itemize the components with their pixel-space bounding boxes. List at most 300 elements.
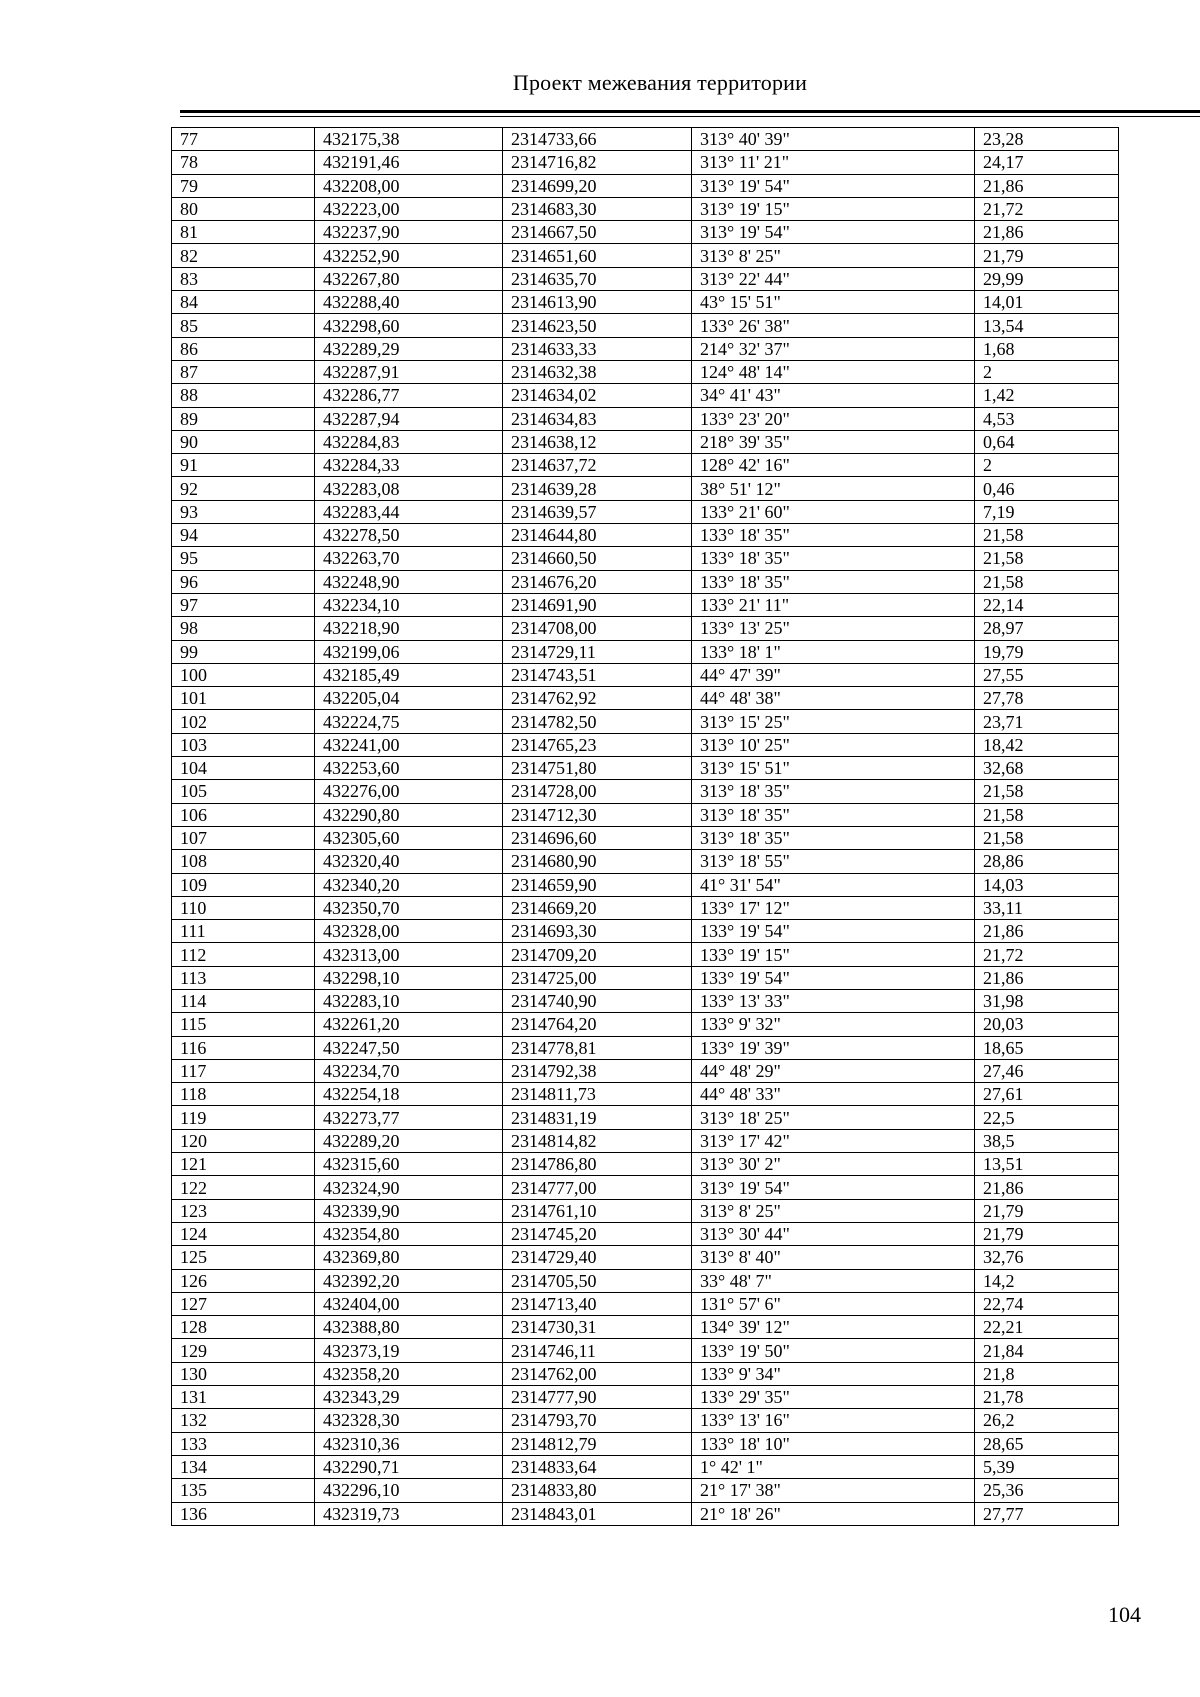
point-number-cell: 82 xyxy=(172,244,315,267)
x-coordinate-cell: 432267,80 xyxy=(315,267,503,290)
direction-angle-cell: 133° 13' 33" xyxy=(692,989,975,1012)
y-coordinate-cell: 2314761,10 xyxy=(503,1199,692,1222)
point-number-cell: 115 xyxy=(172,1013,315,1036)
table-row xyxy=(172,547,1119,570)
distance-cell: 22,14 xyxy=(975,593,1119,616)
page-title: Проект межевания территории xyxy=(512,70,808,95)
distance-cell: 1,68 xyxy=(975,337,1119,360)
point-number-cell: 95 xyxy=(172,547,315,570)
y-coordinate-cell: 2314639,57 xyxy=(503,500,692,523)
direction-angle-cell: 133° 13' 16" xyxy=(692,1409,975,1432)
x-coordinate-cell: 432208,00 xyxy=(315,174,503,197)
direction-angle-cell: 133° 18' 10" xyxy=(692,1432,975,1455)
direction-angle-cell: 124° 48' 14" xyxy=(692,360,975,383)
x-coordinate-cell: 432287,91 xyxy=(315,360,503,383)
distance-cell: 20,03 xyxy=(975,1013,1119,1036)
direction-angle-cell: 313° 8' 40" xyxy=(692,1246,975,1269)
coordinates-table-body xyxy=(172,128,1119,1526)
x-coordinate-cell: 432369,80 xyxy=(315,1246,503,1269)
x-coordinate-cell: 432278,50 xyxy=(315,524,503,547)
y-coordinate-cell: 2314725,00 xyxy=(503,966,692,989)
distance-cell: 21,86 xyxy=(975,920,1119,943)
direction-angle-cell: 313° 18' 25" xyxy=(692,1106,975,1129)
table-row xyxy=(172,1083,1119,1106)
table-row xyxy=(172,197,1119,220)
direction-angle-cell: 313° 19' 54" xyxy=(692,1176,975,1199)
table-row xyxy=(172,1386,1119,1409)
table-row xyxy=(172,617,1119,640)
direction-angle-cell: 133° 19' 15" xyxy=(692,943,975,966)
direction-angle-cell: 313° 8' 25" xyxy=(692,1199,975,1222)
point-number-cell: 96 xyxy=(172,570,315,593)
x-coordinate-cell: 432284,83 xyxy=(315,430,503,453)
distance-cell: 27,77 xyxy=(975,1502,1119,1525)
x-coordinate-cell: 432199,06 xyxy=(315,640,503,663)
y-coordinate-cell: 2314831,19 xyxy=(503,1106,692,1129)
table-row xyxy=(172,850,1119,873)
table-row xyxy=(172,267,1119,290)
y-coordinate-cell: 2314613,90 xyxy=(503,291,692,314)
x-coordinate-cell: 432350,70 xyxy=(315,896,503,919)
table-row xyxy=(172,1246,1119,1269)
y-coordinate-cell: 2314683,30 xyxy=(503,197,692,220)
y-coordinate-cell: 2314691,90 xyxy=(503,593,692,616)
direction-angle-cell: 313° 22' 44" xyxy=(692,267,975,290)
point-number-cell: 79 xyxy=(172,174,315,197)
table-row xyxy=(172,1153,1119,1176)
distance-cell: 21,79 xyxy=(975,1222,1119,1245)
x-coordinate-cell: 432287,94 xyxy=(315,407,503,430)
direction-angle-cell: 133° 9' 32" xyxy=(692,1013,975,1036)
table-row xyxy=(172,360,1119,383)
table-row xyxy=(172,1129,1119,1152)
x-coordinate-cell: 432290,71 xyxy=(315,1455,503,1478)
x-coordinate-cell: 432358,20 xyxy=(315,1362,503,1385)
distance-cell: 27,61 xyxy=(975,1083,1119,1106)
x-coordinate-cell: 432253,60 xyxy=(315,757,503,780)
y-coordinate-cell: 2314712,30 xyxy=(503,803,692,826)
direction-angle-cell: 133° 13' 25" xyxy=(692,617,975,640)
x-coordinate-cell: 432241,00 xyxy=(315,733,503,756)
y-coordinate-cell: 2314812,79 xyxy=(503,1432,692,1455)
x-coordinate-cell: 432205,04 xyxy=(315,687,503,710)
distance-cell: 21,58 xyxy=(975,780,1119,803)
y-coordinate-cell: 2314669,20 xyxy=(503,896,692,919)
y-coordinate-cell: 2314639,28 xyxy=(503,477,692,500)
point-number-cell: 127 xyxy=(172,1292,315,1315)
distance-cell: 13,51 xyxy=(975,1153,1119,1176)
y-coordinate-cell: 2314660,50 xyxy=(503,547,692,570)
y-coordinate-cell: 2314644,80 xyxy=(503,524,692,547)
table-row xyxy=(172,873,1119,896)
table-row xyxy=(172,151,1119,174)
x-coordinate-cell: 432328,00 xyxy=(315,920,503,943)
distance-cell: 25,36 xyxy=(975,1479,1119,1502)
point-number-cell: 101 xyxy=(172,687,315,710)
direction-angle-cell: 313° 19' 15" xyxy=(692,197,975,220)
point-number-cell: 135 xyxy=(172,1479,315,1502)
y-coordinate-cell: 2314716,82 xyxy=(503,151,692,174)
distance-cell: 38,5 xyxy=(975,1129,1119,1152)
point-number-cell: 110 xyxy=(172,896,315,919)
direction-angle-cell: 218° 39' 35" xyxy=(692,430,975,453)
x-coordinate-cell: 432223,00 xyxy=(315,197,503,220)
table-row xyxy=(172,687,1119,710)
direction-angle-cell: 21° 17' 38" xyxy=(692,1479,975,1502)
table-row xyxy=(172,593,1119,616)
distance-cell: 32,76 xyxy=(975,1246,1119,1269)
point-number-cell: 92 xyxy=(172,477,315,500)
point-number-cell: 98 xyxy=(172,617,315,640)
direction-angle-cell: 313° 15' 51" xyxy=(692,757,975,780)
distance-cell: 21,58 xyxy=(975,547,1119,570)
table-row xyxy=(172,128,1119,151)
table-row xyxy=(172,244,1119,267)
y-coordinate-cell: 2314623,50 xyxy=(503,314,692,337)
x-coordinate-cell: 432339,90 xyxy=(315,1199,503,1222)
distance-cell: 14,03 xyxy=(975,873,1119,896)
distance-cell: 19,79 xyxy=(975,640,1119,663)
point-number-cell: 97 xyxy=(172,593,315,616)
table-row xyxy=(172,966,1119,989)
point-number-cell: 83 xyxy=(172,267,315,290)
table-row xyxy=(172,1502,1119,1525)
x-coordinate-cell: 432234,70 xyxy=(315,1059,503,1082)
distance-cell: 18,42 xyxy=(975,733,1119,756)
direction-angle-cell: 313° 18' 35" xyxy=(692,826,975,849)
y-coordinate-cell: 2314638,12 xyxy=(503,430,692,453)
y-coordinate-cell: 2314792,38 xyxy=(503,1059,692,1082)
table-row xyxy=(172,1455,1119,1478)
point-number-cell: 122 xyxy=(172,1176,315,1199)
point-number-cell: 99 xyxy=(172,640,315,663)
y-coordinate-cell: 2314659,90 xyxy=(503,873,692,896)
direction-angle-cell: 313° 10' 25" xyxy=(692,733,975,756)
x-coordinate-cell: 432392,20 xyxy=(315,1269,503,1292)
x-coordinate-cell: 432404,00 xyxy=(315,1292,503,1315)
direction-angle-cell: 133° 19' 54" xyxy=(692,920,975,943)
distance-cell: 21,72 xyxy=(975,197,1119,220)
direction-angle-cell: 1° 42' 1" xyxy=(692,1455,975,1478)
point-number-cell: 136 xyxy=(172,1502,315,1525)
table-row xyxy=(172,757,1119,780)
distance-cell: 21,79 xyxy=(975,1199,1119,1222)
direction-angle-cell: 313° 30' 44" xyxy=(692,1222,975,1245)
y-coordinate-cell: 2314708,00 xyxy=(503,617,692,640)
point-number-cell: 123 xyxy=(172,1199,315,1222)
point-number-cell: 128 xyxy=(172,1316,315,1339)
table-row xyxy=(172,500,1119,523)
direction-angle-cell: 44° 48' 29" xyxy=(692,1059,975,1082)
point-number-cell: 102 xyxy=(172,710,315,733)
table-row xyxy=(172,989,1119,1012)
y-coordinate-cell: 2314729,40 xyxy=(503,1246,692,1269)
y-coordinate-cell: 2314833,80 xyxy=(503,1479,692,1502)
point-number-cell: 124 xyxy=(172,1222,315,1245)
x-coordinate-cell: 432175,38 xyxy=(315,128,503,151)
x-coordinate-cell: 432296,10 xyxy=(315,1479,503,1502)
point-number-cell: 107 xyxy=(172,826,315,849)
point-number-cell: 114 xyxy=(172,989,315,1012)
y-coordinate-cell: 2314730,31 xyxy=(503,1316,692,1339)
y-coordinate-cell: 2314786,80 xyxy=(503,1153,692,1176)
distance-cell: 7,19 xyxy=(975,500,1119,523)
y-coordinate-cell: 2314814,82 xyxy=(503,1129,692,1152)
direction-angle-cell: 214° 32' 37" xyxy=(692,337,975,360)
point-number-cell: 121 xyxy=(172,1153,315,1176)
table-row xyxy=(172,174,1119,197)
direction-angle-cell: 313° 18' 35" xyxy=(692,803,975,826)
table-row xyxy=(172,454,1119,477)
point-number-cell: 119 xyxy=(172,1106,315,1129)
direction-angle-cell: 44° 48' 33" xyxy=(692,1083,975,1106)
point-number-cell: 125 xyxy=(172,1246,315,1269)
x-coordinate-cell: 432218,90 xyxy=(315,617,503,640)
point-number-cell: 120 xyxy=(172,1129,315,1152)
direction-angle-cell: 313° 19' 54" xyxy=(692,174,975,197)
x-coordinate-cell: 432247,50 xyxy=(315,1036,503,1059)
x-coordinate-cell: 432283,44 xyxy=(315,500,503,523)
y-coordinate-cell: 2314728,00 xyxy=(503,780,692,803)
x-coordinate-cell: 432354,80 xyxy=(315,1222,503,1245)
y-coordinate-cell: 2314709,20 xyxy=(503,943,692,966)
x-coordinate-cell: 432324,90 xyxy=(315,1176,503,1199)
direction-angle-cell: 133° 29' 35" xyxy=(692,1386,975,1409)
point-number-cell: 104 xyxy=(172,757,315,780)
table-row xyxy=(172,920,1119,943)
table-row xyxy=(172,1269,1119,1292)
distance-cell: 31,98 xyxy=(975,989,1119,1012)
distance-cell: 0,46 xyxy=(975,477,1119,500)
y-coordinate-cell: 2314762,92 xyxy=(503,687,692,710)
distance-cell: 24,17 xyxy=(975,151,1119,174)
table-row xyxy=(172,710,1119,733)
y-coordinate-cell: 2314699,20 xyxy=(503,174,692,197)
distance-cell: 21,86 xyxy=(975,1176,1119,1199)
point-number-cell: 117 xyxy=(172,1059,315,1082)
table-row xyxy=(172,1479,1119,1502)
direction-angle-cell: 313° 30' 2" xyxy=(692,1153,975,1176)
y-coordinate-cell: 2314693,30 xyxy=(503,920,692,943)
x-coordinate-cell: 432283,10 xyxy=(315,989,503,1012)
point-number-cell: 80 xyxy=(172,197,315,220)
x-coordinate-cell: 432388,80 xyxy=(315,1316,503,1339)
x-coordinate-cell: 432283,08 xyxy=(315,477,503,500)
direction-angle-cell: 133° 21' 60" xyxy=(692,500,975,523)
distance-cell: 21,8 xyxy=(975,1362,1119,1385)
distance-cell: 32,68 xyxy=(975,757,1119,780)
table-row xyxy=(172,826,1119,849)
x-coordinate-cell: 432343,29 xyxy=(315,1386,503,1409)
point-number-cell: 129 xyxy=(172,1339,315,1362)
direction-angle-cell: 44° 47' 39" xyxy=(692,663,975,686)
x-coordinate-cell: 432284,33 xyxy=(315,454,503,477)
point-number-cell: 131 xyxy=(172,1386,315,1409)
page-number: 104 xyxy=(1108,1602,1141,1627)
y-coordinate-cell: 2314843,01 xyxy=(503,1502,692,1525)
y-coordinate-cell: 2314633,33 xyxy=(503,337,692,360)
distance-cell: 28,65 xyxy=(975,1432,1119,1455)
x-coordinate-cell: 432373,19 xyxy=(315,1339,503,1362)
x-coordinate-cell: 432288,40 xyxy=(315,291,503,314)
distance-cell: 23,71 xyxy=(975,710,1119,733)
x-coordinate-cell: 432185,49 xyxy=(315,663,503,686)
x-coordinate-cell: 432191,46 xyxy=(315,151,503,174)
x-coordinate-cell: 432305,60 xyxy=(315,826,503,849)
y-coordinate-cell: 2314634,83 xyxy=(503,407,692,430)
table-row xyxy=(172,384,1119,407)
distance-cell: 23,28 xyxy=(975,128,1119,151)
direction-angle-cell: 21° 18' 26" xyxy=(692,1502,975,1525)
distance-cell: 5,39 xyxy=(975,1455,1119,1478)
table-row xyxy=(172,1059,1119,1082)
point-number-cell: 90 xyxy=(172,430,315,453)
table-row xyxy=(172,1222,1119,1245)
table-row xyxy=(172,1036,1119,1059)
distance-cell: 27,46 xyxy=(975,1059,1119,1082)
point-number-cell: 118 xyxy=(172,1083,315,1106)
y-coordinate-cell: 2314651,60 xyxy=(503,244,692,267)
point-number-cell: 77 xyxy=(172,128,315,151)
point-number-cell: 78 xyxy=(172,151,315,174)
y-coordinate-cell: 2314778,81 xyxy=(503,1036,692,1059)
table-row xyxy=(172,1316,1119,1339)
direction-angle-cell: 133° 9' 34" xyxy=(692,1362,975,1385)
x-coordinate-cell: 432261,20 xyxy=(315,1013,503,1036)
x-coordinate-cell: 432224,75 xyxy=(315,710,503,733)
point-number-cell: 84 xyxy=(172,291,315,314)
y-coordinate-cell: 2314680,90 xyxy=(503,850,692,873)
direction-angle-cell: 133° 19' 50" xyxy=(692,1339,975,1362)
point-number-cell: 88 xyxy=(172,384,315,407)
x-coordinate-cell: 432298,60 xyxy=(315,314,503,337)
distance-cell: 22,5 xyxy=(975,1106,1119,1129)
x-coordinate-cell: 432313,00 xyxy=(315,943,503,966)
point-number-cell: 93 xyxy=(172,500,315,523)
direction-angle-cell: 128° 42' 16" xyxy=(692,454,975,477)
point-number-cell: 130 xyxy=(172,1362,315,1385)
x-coordinate-cell: 432237,90 xyxy=(315,221,503,244)
point-number-cell: 109 xyxy=(172,873,315,896)
distance-cell: 28,86 xyxy=(975,850,1119,873)
x-coordinate-cell: 432328,30 xyxy=(315,1409,503,1432)
table-row xyxy=(172,1432,1119,1455)
direction-angle-cell: 313° 18' 55" xyxy=(692,850,975,873)
table-row xyxy=(172,221,1119,244)
table-row xyxy=(172,1013,1119,1036)
distance-cell: 18,65 xyxy=(975,1036,1119,1059)
y-coordinate-cell: 2314777,90 xyxy=(503,1386,692,1409)
table-row xyxy=(172,640,1119,663)
table-row xyxy=(172,314,1119,337)
x-coordinate-cell: 432340,20 xyxy=(315,873,503,896)
distance-cell: 22,74 xyxy=(975,1292,1119,1315)
direction-angle-cell: 133° 18' 35" xyxy=(692,547,975,570)
direction-angle-cell: 313° 40' 39" xyxy=(692,128,975,151)
direction-angle-cell: 44° 48' 38" xyxy=(692,687,975,710)
y-coordinate-cell: 2314745,20 xyxy=(503,1222,692,1245)
y-coordinate-cell: 2314833,64 xyxy=(503,1455,692,1478)
point-number-cell: 81 xyxy=(172,221,315,244)
x-coordinate-cell: 432320,40 xyxy=(315,850,503,873)
distance-cell: 33,11 xyxy=(975,896,1119,919)
x-coordinate-cell: 432254,18 xyxy=(315,1083,503,1106)
distance-cell: 29,99 xyxy=(975,267,1119,290)
y-coordinate-cell: 2314667,50 xyxy=(503,221,692,244)
x-coordinate-cell: 432273,77 xyxy=(315,1106,503,1129)
distance-cell: 28,97 xyxy=(975,617,1119,640)
direction-angle-cell: 41° 31' 54" xyxy=(692,873,975,896)
table-row xyxy=(172,477,1119,500)
x-coordinate-cell: 432315,60 xyxy=(315,1153,503,1176)
table-row xyxy=(172,1176,1119,1199)
distance-cell: 21,86 xyxy=(975,221,1119,244)
y-coordinate-cell: 2314740,90 xyxy=(503,989,692,1012)
x-coordinate-cell: 432263,70 xyxy=(315,547,503,570)
y-coordinate-cell: 2314811,73 xyxy=(503,1083,692,1106)
y-coordinate-cell: 2314733,66 xyxy=(503,128,692,151)
y-coordinate-cell: 2314751,80 xyxy=(503,757,692,780)
table-row xyxy=(172,407,1119,430)
point-number-cell: 105 xyxy=(172,780,315,803)
y-coordinate-cell: 2314713,40 xyxy=(503,1292,692,1315)
y-coordinate-cell: 2314705,50 xyxy=(503,1269,692,1292)
distance-cell: 27,55 xyxy=(975,663,1119,686)
point-number-cell: 134 xyxy=(172,1455,315,1478)
direction-angle-cell: 34° 41' 43" xyxy=(692,384,975,407)
table-row xyxy=(172,291,1119,314)
y-coordinate-cell: 2314765,23 xyxy=(503,733,692,756)
distance-cell: 21,72 xyxy=(975,943,1119,966)
y-coordinate-cell: 2314762,00 xyxy=(503,1362,692,1385)
distance-cell: 0,64 xyxy=(975,430,1119,453)
x-coordinate-cell: 432319,73 xyxy=(315,1502,503,1525)
direction-angle-cell: 133° 23' 20" xyxy=(692,407,975,430)
direction-angle-cell: 38° 51' 12" xyxy=(692,477,975,500)
direction-angle-cell: 313° 8' 25" xyxy=(692,244,975,267)
point-number-cell: 87 xyxy=(172,360,315,383)
distance-cell: 21,79 xyxy=(975,244,1119,267)
distance-cell: 4,53 xyxy=(975,407,1119,430)
x-coordinate-cell: 432276,00 xyxy=(315,780,503,803)
header-rule-thick xyxy=(180,110,1200,113)
direction-angle-cell: 313° 15' 25" xyxy=(692,710,975,733)
distance-cell: 21,58 xyxy=(975,524,1119,547)
distance-cell: 21,86 xyxy=(975,966,1119,989)
x-coordinate-cell: 432289,29 xyxy=(315,337,503,360)
y-coordinate-cell: 2314729,11 xyxy=(503,640,692,663)
direction-angle-cell: 33° 48' 7" xyxy=(692,1269,975,1292)
table-row xyxy=(172,943,1119,966)
table-row xyxy=(172,896,1119,919)
table-row xyxy=(172,1106,1119,1129)
table-row xyxy=(172,524,1119,547)
y-coordinate-cell: 2314634,02 xyxy=(503,384,692,407)
direction-angle-cell: 133° 18' 35" xyxy=(692,524,975,547)
table-row xyxy=(172,1409,1119,1432)
direction-angle-cell: 133° 19' 39" xyxy=(692,1036,975,1059)
x-coordinate-cell: 432252,90 xyxy=(315,244,503,267)
point-number-cell: 91 xyxy=(172,454,315,477)
direction-angle-cell: 313° 11' 21" xyxy=(692,151,975,174)
coordinates-table xyxy=(171,127,1119,1526)
x-coordinate-cell: 432289,20 xyxy=(315,1129,503,1152)
point-number-cell: 94 xyxy=(172,524,315,547)
table-row xyxy=(172,780,1119,803)
x-coordinate-cell: 432310,36 xyxy=(315,1432,503,1455)
point-number-cell: 100 xyxy=(172,663,315,686)
table-row xyxy=(172,1362,1119,1385)
